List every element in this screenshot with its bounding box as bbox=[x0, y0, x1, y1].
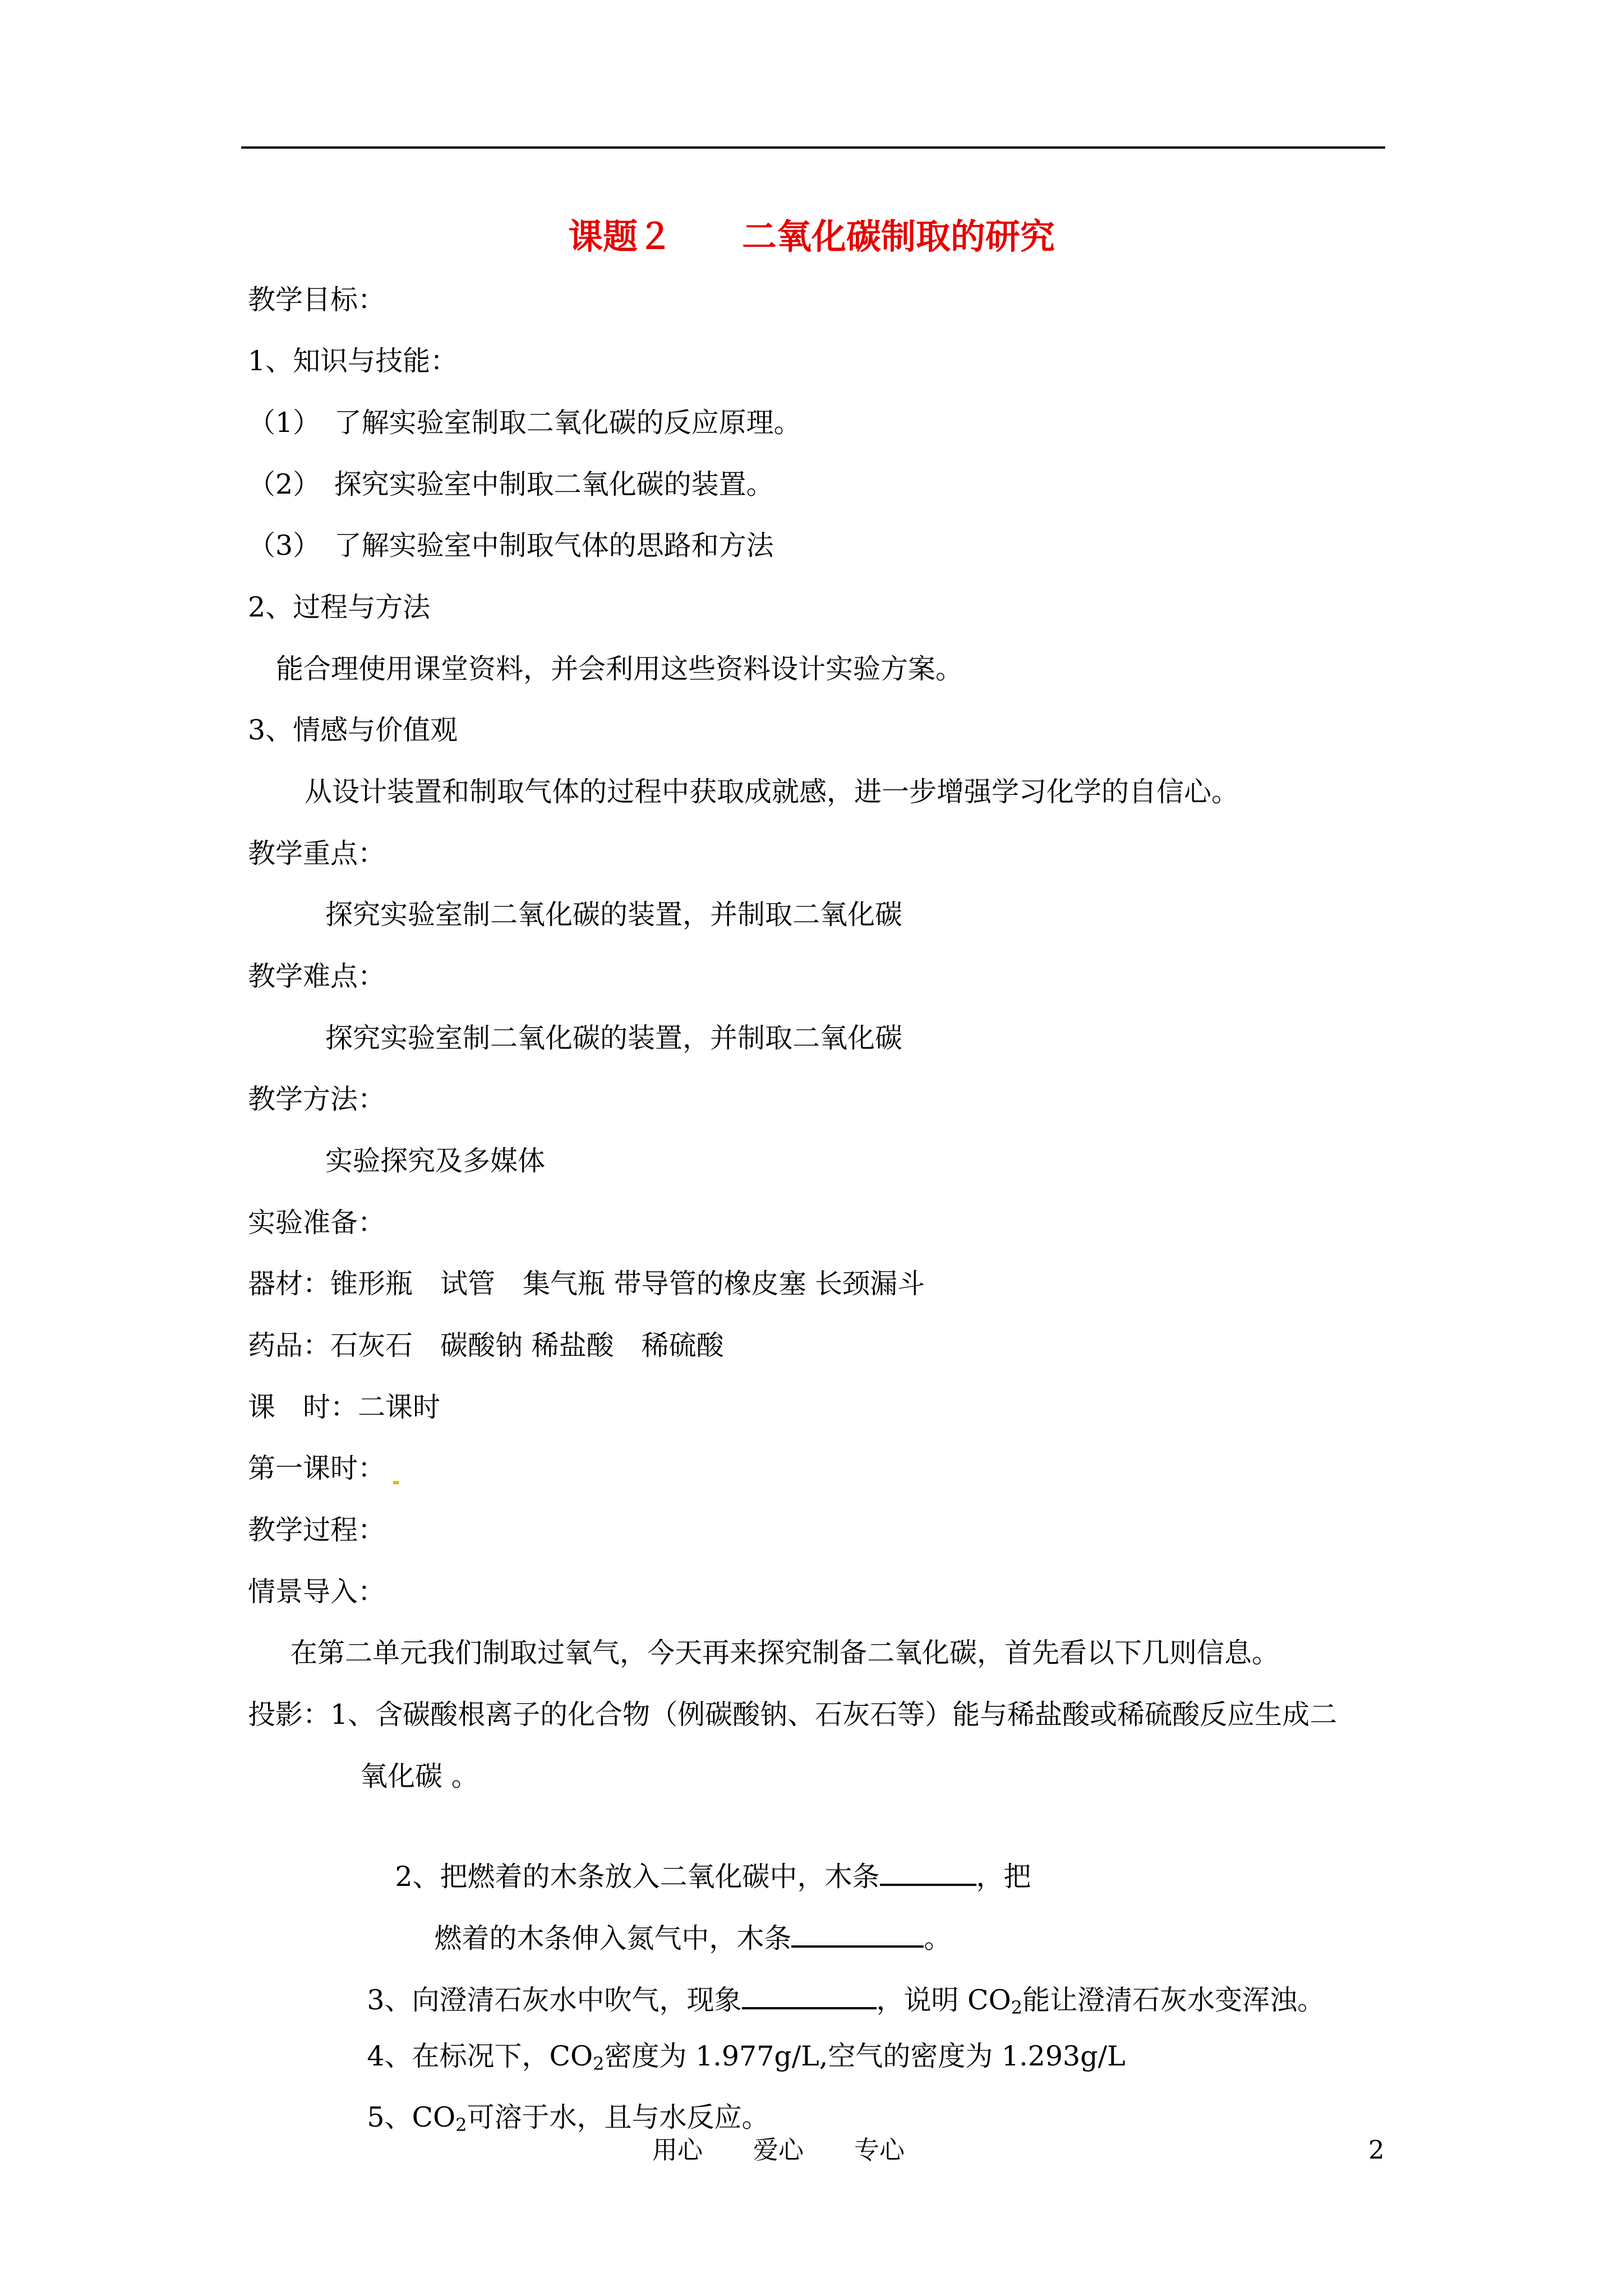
intro-heading: 情景导入： bbox=[248, 1576, 386, 1608]
knowledge-item-3: （3） 了解实验室中制取气体的思路和方法 bbox=[248, 530, 774, 562]
blank-answer-1[interactable] bbox=[880, 1855, 976, 1886]
process-heading: 2、过程与方法 bbox=[248, 591, 431, 623]
projection-item-1-cont: 氧化碳 。 bbox=[360, 1760, 479, 1792]
footer-motto: 用心 爱心 专心 bbox=[652, 2135, 905, 2165]
header-rule bbox=[241, 146, 1385, 149]
knowledge-item-1: （1） 了解实验室制取二氧化碳的反应原理。 bbox=[248, 407, 801, 439]
projection-item-3-tail: 能让澄清石灰水变浑浊。 bbox=[1022, 1984, 1325, 2016]
blank-answer-3[interactable] bbox=[742, 1978, 877, 2009]
marker-dot bbox=[393, 1481, 399, 1484]
knowledge-heading: 1、知识与技能： bbox=[248, 345, 458, 377]
knowledge-item-2: （2） 探究实验室中制取二氧化碳的装置。 bbox=[248, 468, 774, 500]
projection-item-2-text: 2、把燃着的木条放入二氧化碳中，木条 bbox=[395, 1861, 880, 1893]
projection-item-2-cont-tail: 。 bbox=[924, 1922, 952, 1954]
page-number: 2 bbox=[1368, 2135, 1385, 2165]
first-period-label: 第一课时： bbox=[248, 1452, 386, 1484]
reagent-list: 药品：石灰石 碳酸钠 稀盐酸 稀硫酸 bbox=[248, 1329, 724, 1361]
process-text: 能合理使用课堂资料，并会利用这些资料设计实验方案。 bbox=[276, 653, 963, 685]
projection-item-4-tail: 密度为 1.977g/L,空气的密度为 1.293g/L bbox=[604, 2040, 1126, 2072]
projection-item-5-text: 5、CO bbox=[367, 2101, 456, 2133]
projection-item-3-mid: ，说明 CO bbox=[876, 1984, 1011, 2016]
prep-heading: 实验准备： bbox=[248, 1207, 386, 1239]
page-title: 课题２ 二氧化碳制取的研究 bbox=[568, 216, 1055, 257]
method-text: 实验探究及多媒体 bbox=[325, 1145, 546, 1177]
equipment-list: 器材：锥形瓶 试管 集气瓶 带导管的橡皮塞 长颈漏斗 bbox=[248, 1268, 925, 1300]
method-heading: 教学方法： bbox=[248, 1083, 386, 1115]
subscript-2: 2 bbox=[1011, 1997, 1023, 2018]
key-heading: 教学重点： bbox=[248, 838, 386, 869]
emotion-heading: 3、情感与价值观 bbox=[248, 714, 458, 746]
projection-item-2-tail: ，把 bbox=[976, 1861, 1031, 1893]
objectives-heading: 教学目标： bbox=[248, 284, 386, 316]
projection-item-2-cont-text: 燃着的木条伸入氮气中，木条 bbox=[434, 1922, 792, 1954]
emotion-text: 从设计装置和制取气体的过程中获取成就感，进一步增强学习化学的自信心。 bbox=[305, 776, 1239, 808]
difficulty-text: 探究实验室制二氧化碳的装置，并制取二氧化碳 bbox=[325, 1022, 903, 1054]
subscript-2: 2 bbox=[593, 2053, 605, 2074]
projection-item-5-tail: 可溶于水，且与水反应。 bbox=[467, 2101, 769, 2133]
projection-item-1: 投影：1、含碳酸根离子的化合物（例碳酸钠、石灰石等）能与稀盐酸或稀硫酸反应生成二 bbox=[248, 1699, 1338, 1731]
subscript-2: 2 bbox=[455, 2114, 467, 2136]
difficulty-heading: 教学难点： bbox=[248, 960, 386, 992]
period-count: 课 时：二课时 bbox=[248, 1391, 441, 1423]
projection-item-4-text: 4、在标况下，CO bbox=[367, 2040, 593, 2072]
process-label: 教学过程： bbox=[248, 1514, 386, 1546]
projection-item-3-text: 3、向澄清石灰水中吹气，现象 bbox=[367, 1984, 742, 2016]
intro-text: 在第二单元我们制取过氧气，今天再来探究制备二氧化碳，首先看以下几则信息。 bbox=[290, 1637, 1280, 1669]
key-text: 探究实验室制二氧化碳的装置，并制取二氧化碳 bbox=[325, 899, 903, 931]
blank-answer-2[interactable] bbox=[791, 1916, 924, 1948]
